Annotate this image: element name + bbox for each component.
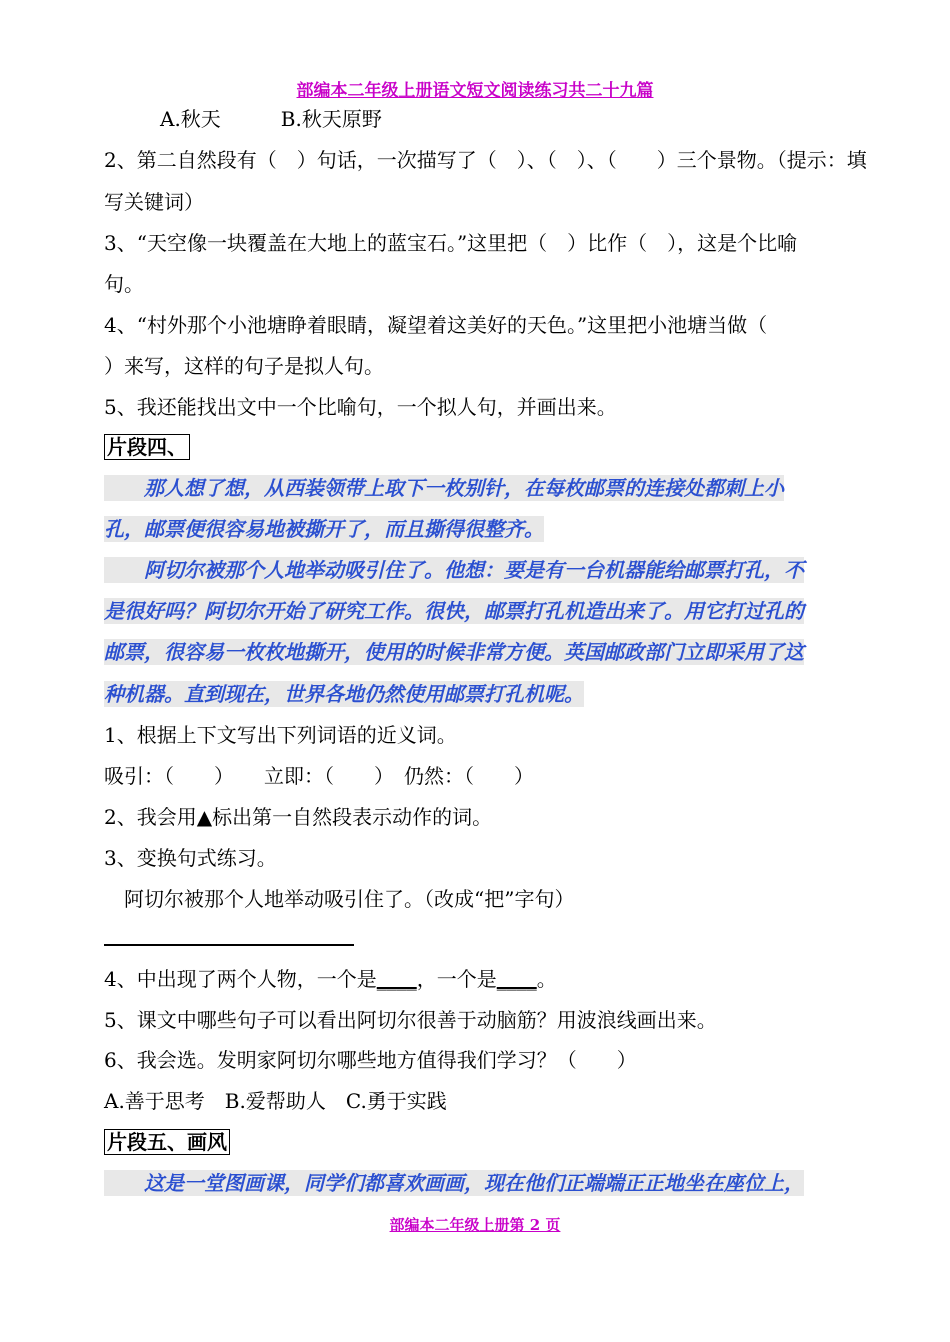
page-header: 部编本二年级上册语文短文阅读练习共二十九篇 bbox=[296, 81, 654, 101]
question-4-text: 。 bbox=[536, 967, 557, 991]
synonym-blanks: 吸引：（ ） 立即：（ ） 仍然：（ ） bbox=[104, 764, 534, 788]
passage-line: 邮票，很容易一枚枚地撕开，使用的时候非常方便。英国邮政部门立即采用了这 bbox=[104, 640, 804, 664]
passage-line: 阿切尔被那个人地举动吸引住了。他想：要是有一台机器能给邮票打孔，不 bbox=[104, 558, 804, 582]
question-4-cont: ）来写，这样的句子是拟人句。 bbox=[104, 354, 384, 378]
question-3-cont: 句。 bbox=[104, 272, 144, 296]
choice-options: A.善于思考 B.爱帮助人 C.勇于实践 bbox=[104, 1089, 447, 1113]
passage-line: 那人想了想，从西装领带上取下一枚别针，在每枚邮票的连接处都刺上小 bbox=[104, 476, 784, 500]
answer-line bbox=[104, 944, 354, 946]
section-title-5: 片段五、画风 bbox=[104, 1129, 230, 1155]
question-4-text: 4、中出现了两个人物，一个是 bbox=[104, 967, 377, 991]
passage-line: 种机器。直到现在，世界各地仍然使用邮票打孔机呢。 bbox=[104, 682, 584, 706]
question-2: 2、第二自然段有（ ）句话，一次描写了（ ）、（ ）、（ ）三个景物。（提示：填 bbox=[104, 148, 867, 172]
question-2: 2、我会用▲标出第一自然段表示动作的词。 bbox=[104, 805, 493, 829]
question-1: 1、根据上下文写出下列词语的近义词。 bbox=[104, 723, 457, 747]
question-4 bbox=[104, 966, 557, 992]
section-title-4: 片段四、 bbox=[104, 434, 190, 460]
question-5: 5、课文中哪些句子可以看出阿切尔很善于动脑筋？用波浪线画出来。 bbox=[104, 1008, 717, 1032]
fill-blank: ____ bbox=[376, 967, 417, 991]
question-4: 4、“村外那个小池塘睁着眼睛，凝望着这美好的天色。”这里把小池塘当做（ bbox=[104, 313, 768, 337]
question-3: 3、变换句式练习。 bbox=[104, 846, 277, 870]
fill-blank: ____ bbox=[496, 967, 537, 991]
passage-line: 是很好吗？阿切尔开始了研究工作。很快，邮票打孔机造出来了。用它打过孔的 bbox=[104, 599, 804, 623]
option-line: A.秋天 B.秋天原野 bbox=[160, 107, 382, 131]
question-2-cont: 写关键词） bbox=[104, 190, 204, 214]
passage-line: 这是一堂图画课，同学们都喜欢画画，现在他们正端端正正地坐在座位上， bbox=[104, 1171, 804, 1195]
question-5: 5、我还能找出文中一个比喻句，一个拟人句，并画出来。 bbox=[104, 395, 617, 419]
question-3: 3、“天空像一块覆盖在大地上的蓝宝石。”这里把（ ）比作（ ），这是个比喻 bbox=[104, 231, 798, 255]
sentence-exercise: 阿切尔被那个人地举动吸引住了。（改成“把”字句） bbox=[104, 887, 575, 911]
question-6: 6、我会选。发明家阿切尔哪些地方值得我们学习？（ ） bbox=[104, 1048, 637, 1072]
passage-line: 孔，邮票便很容易地被撕开了，而且撕得很整齐。 bbox=[104, 517, 544, 541]
page-footer: 部编本二年级上册第 2 页 bbox=[389, 1216, 561, 1234]
question-4-text: ，一个是 bbox=[416, 967, 497, 991]
